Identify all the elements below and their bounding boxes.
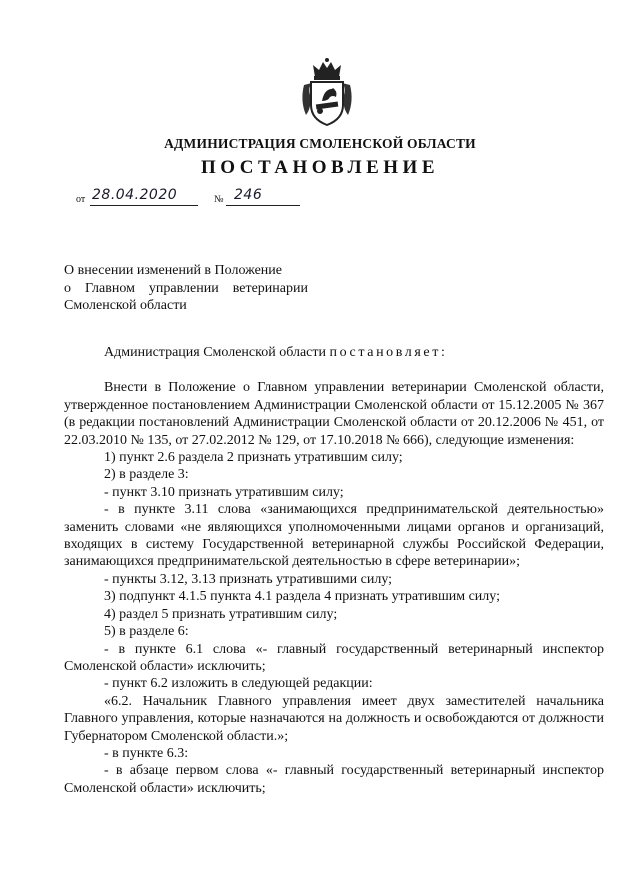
subject-line-3: Смоленской области — [64, 298, 187, 313]
item-2a: - пункт 3.10 признать утратившим силу; — [104, 484, 344, 500]
subject-line-1: О внесении изменений в Положение — [64, 263, 283, 278]
item-3: 3) подпункт 4.1.5 пункта 4.1 раздела 4 признать утратившим силу; — [104, 589, 500, 605]
item-5c: - в пункте 6.3: — [104, 745, 189, 761]
item-5b-text: «6.2. Начальник Главного управления имеет двух заместителей начальника Главного управления, которые назначаются на должность и освобождаются от должности Губернатором Смоленской области.»; — [64, 693, 604, 744]
document-body — [64, 344, 604, 797]
item-5a: - в пункте 6.1 слова «- главный государственный ветеринарный инспектор Смоленской области» исключить; — [64, 641, 604, 674]
number-prefix: № — [214, 194, 224, 205]
organization-name: АДМИНИСТРАЦИЯ СМОЛЕНСКОЙ ОБЛАСТИ — [164, 136, 476, 151]
subject-line-2: о Главном управлении ветеринарии — [64, 280, 308, 296]
document-subject — [64, 262, 314, 315]
item-2c: - пункты 3.12, 3.13 признать утратившими силу; — [104, 571, 393, 587]
item-5c-1: - в абзаце первом слова «- главный государственный ветеринарный инспектор Смоленской области» исключить; — [64, 763, 604, 796]
number-handwritten: 246 — [234, 187, 263, 203]
item-1: 1) пункт 2.6 раздела 2 признать утратившим силу; — [104, 450, 403, 466]
number-underline — [226, 205, 300, 206]
main-paragraph: Внести в Положение о Главном управлении ветеринарии Смоленской области, утвержденное постановлением Администрации Смоленской области от 15.12.2005 № 367 (в редакции постановлений Администрации Смоленской области от 20.12.2006 № 451, от 22.03.2010 № 135, от 27.02.2012 № 129, от 17.10.2018 № 666), следующие изменения: — [64, 380, 604, 448]
item-5: 5) в разделе 6: — [104, 624, 189, 640]
document-type: ПОСТАНОВЛЕНИЕ — [200, 157, 440, 178]
date-prefix: от — [76, 194, 86, 205]
resolves-word: постановляет — [329, 345, 441, 360]
date-underline — [90, 205, 198, 206]
item-2b: - в пункте 3.11 слова «занимающихся предпринимательской деятельностью» заменить словами «не являющихся уполномоченными лицами органов и организаций, входящих в систему Государственной ветеринарной службы Российской Федерации, занимающихся предпринимательской деятельностью в сфере ветеринарии»; — [64, 502, 604, 570]
item-4: 4) раздел 5 признать утратившим силу; — [104, 606, 338, 622]
resolution-intro: Администрация Смоленской области постановляет: — [104, 345, 445, 360]
coat-of-arms-icon — [298, 57, 356, 129]
item-5b: - пункт 6.2 изложить в следующей редакции: — [104, 676, 373, 692]
document-number-line — [76, 189, 316, 209]
item-2: 2) в разделе 3: — [104, 467, 189, 483]
date-handwritten: 28.04.2020 — [92, 187, 178, 203]
